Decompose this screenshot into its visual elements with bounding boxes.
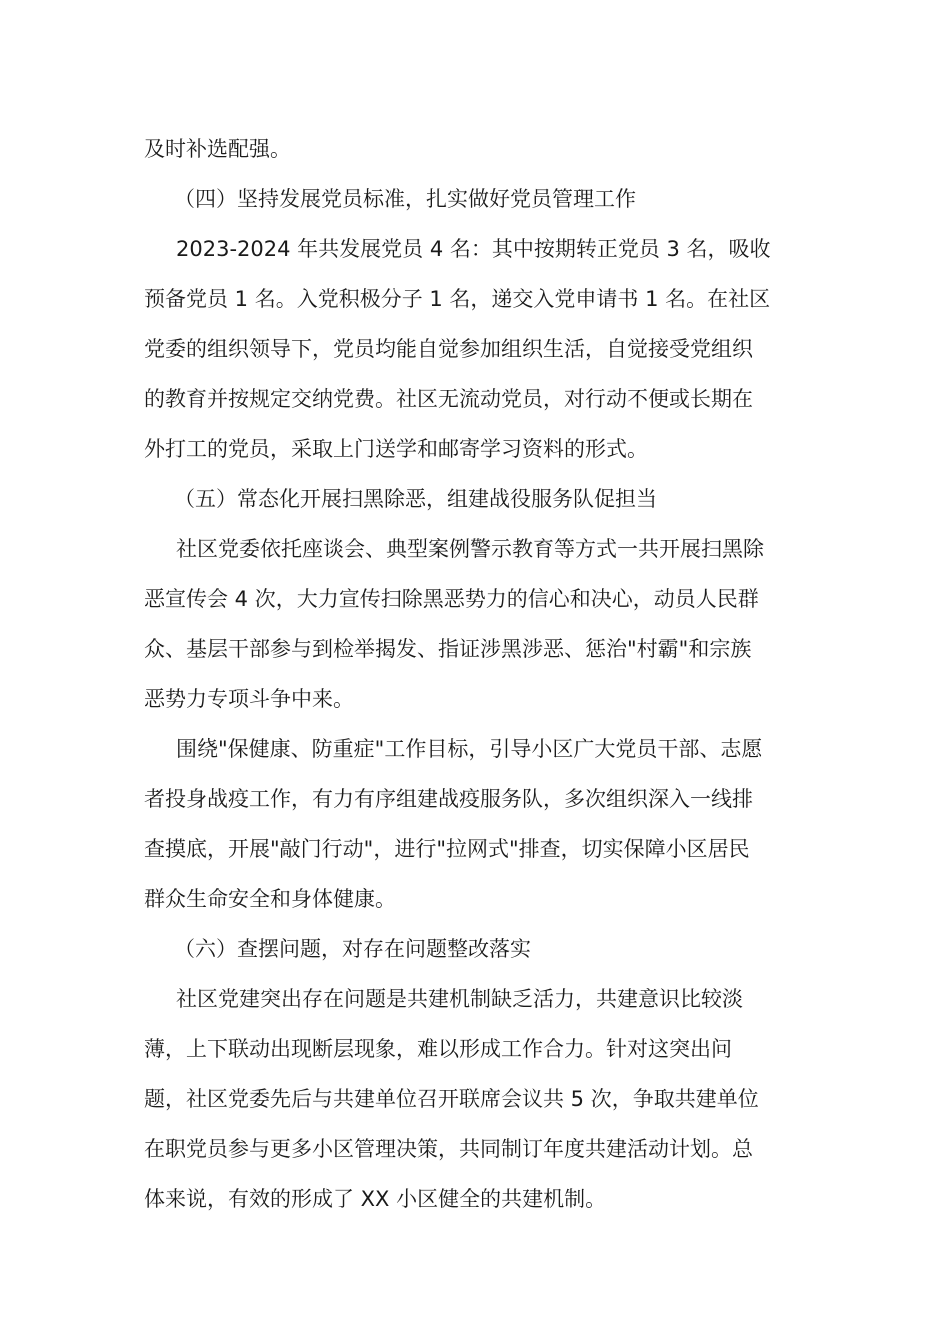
- body-line: 群众生命安全和身体健康。: [144, 887, 396, 911]
- section-heading-5: （五）常态化开展扫黑除恶，组建战役服务队促担当: [174, 487, 657, 511]
- body-line: 的教育并按规定交纳党费。社区无流动党员，对行动不便或长期在: [144, 387, 753, 411]
- body-line: 外打工的党员，采取上门送学和邮寄学习资料的形式。: [144, 437, 648, 461]
- body-line: 预备党员 1 名。入党积极分子 1 名，递交入党申请书 1 名。在社区: [144, 287, 771, 311]
- body-line: 围绕"保健康、防重症"工作目标，引导小区广大党员干部、志愿: [176, 737, 763, 761]
- body-line: 查摸底，开展"敲门行动"，进行"拉网式"排查，切实保障小区居民: [144, 837, 750, 861]
- section-heading-6: （六）查摆问题，对存在问题整改落实: [174, 937, 531, 961]
- document-page: [144, 124, 810, 1224]
- body-line: 众、基层干部参与到检举揭发、指证涉黑涉恶、惩治"村霸"和宗族: [144, 637, 752, 661]
- body-line: 恶宣传会 4 次，大力宣传扫除黑恶势力的信心和决心，动员人民群: [144, 587, 759, 611]
- body-line: 社区党委依托座谈会、典型案例警示教育等方式一共开展扫黑除: [176, 537, 764, 561]
- body-line: 体来说，有效的形成了 XX 小区健全的共建机制。: [144, 1187, 607, 1211]
- body-line: 党委的组织领导下，党员均能自觉参加组织生活，自觉接受党组织: [144, 337, 753, 361]
- body-line: 2023-2024 年共发展党员 4 名：其中按期转正党员 3 名，吸收: [176, 237, 771, 261]
- body-line: 恶势力专项斗争中来。: [144, 687, 354, 711]
- section-heading-4: （四）坚持发展党员标准，扎实做好党员管理工作: [174, 187, 636, 211]
- body-line: 者投身战疫工作，有力有序组建战疫服务队，多次组织深入一线排: [144, 787, 753, 811]
- body-line: 薄，上下联动出现断层现象，难以形成工作合力。针对这突出问: [144, 1037, 732, 1061]
- body-line: 题，社区党委先后与共建单位召开联席会议共 5 次，争取共建单位: [144, 1087, 759, 1111]
- body-line: 及时补选配强。: [144, 137, 291, 161]
- body-line: 在职党员参与更多小区管理决策，共同制订年度共建活动计划。总: [144, 1137, 753, 1161]
- body-line: 社区党建突出存在问题是共建机制缺乏活力，共建意识比较淡: [176, 987, 743, 1011]
